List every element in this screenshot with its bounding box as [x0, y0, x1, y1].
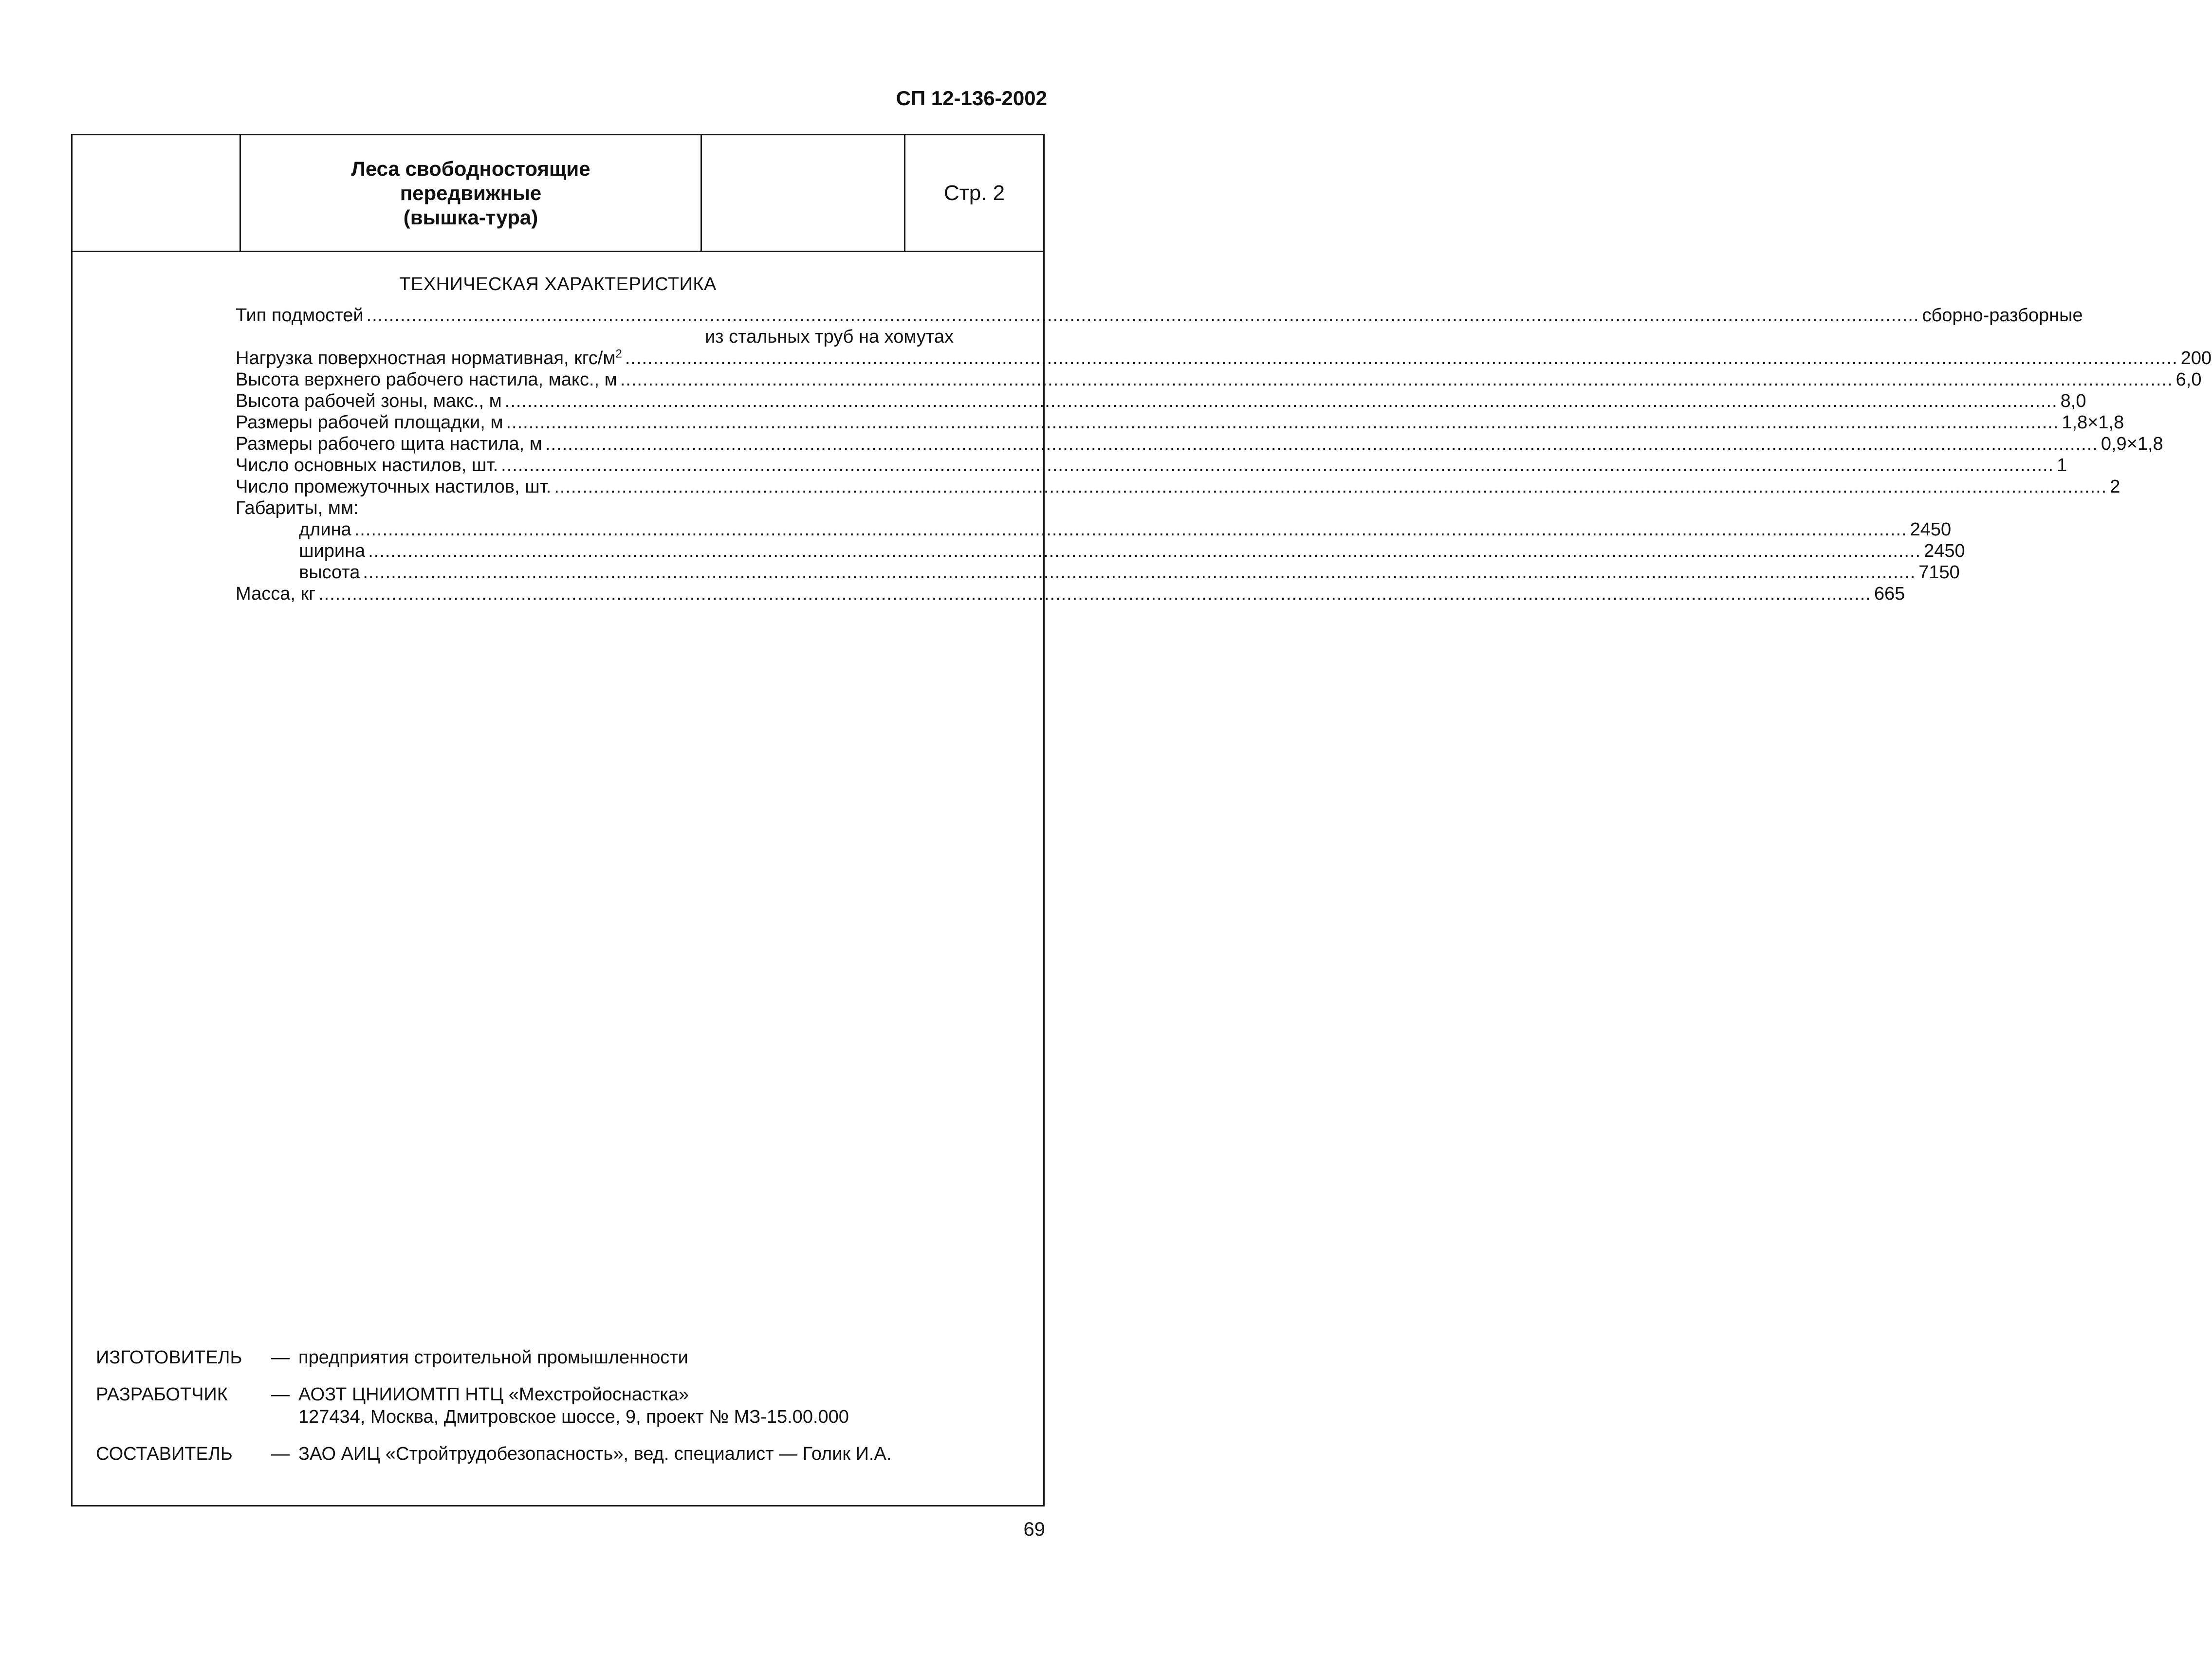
spec-label: длина [299, 519, 351, 540]
spec-label: Размеры рабочей площадки, м [236, 412, 503, 433]
credit-text [298, 1383, 1021, 1428]
header-cell-empty-left [73, 135, 241, 251]
spec-row-work-zone-height [236, 390, 2086, 412]
spec-value: 7150 [1918, 562, 1960, 583]
header-page-cell [905, 135, 1043, 251]
spec-label: Число основных настилов, шт. [236, 455, 498, 476]
credit-role: РАЗРАБОТЧИК [96, 1384, 228, 1405]
spec-value: 6,0 [2175, 369, 2202, 390]
spec-value: 1 [2057, 455, 2067, 476]
spec-row-top-deck-height [236, 369, 2202, 390]
spec-label: Высота верхнего рабочего настила, макс., м [236, 369, 617, 390]
spec-row-load [236, 347, 2212, 369]
spec-row-type [236, 305, 2083, 326]
leader-dots: .................................................................................................................................................................................................................................................................................... [545, 434, 2098, 454]
leader-dots: .................................................................................................................................................................................................................................................................................... [363, 562, 1916, 583]
credit-dash: — [271, 1347, 290, 1368]
spec-value: 665 [1874, 584, 1905, 604]
leader-dots: .................................................................................................................................................................................................................................................................................... [554, 477, 2107, 497]
sheet-title-line: передвижные [400, 181, 542, 204]
spec-label: Высота рабочей зоны, макс., м [236, 391, 502, 411]
spec-row-height [236, 562, 1960, 583]
leader-dots: .................................................................................................................................................................................................................................................................................... [366, 305, 1919, 326]
spec-label: высота [299, 562, 360, 583]
credit-role: СОСТАВИТЕЛЬ [96, 1444, 233, 1464]
credit-compiler [96, 1443, 1021, 1465]
header-table [73, 135, 1043, 252]
section-title: ТЕХНИЧЕСКАЯ ХАРАКТЕРИСТИКА [399, 274, 717, 294]
leader-dots: .................................................................................................................................................................................................................................................................................... [368, 541, 1921, 561]
sheet-title-line: Леса свободностоящие [351, 157, 590, 180]
spec-label: Размеры рабочего щита настила, м [236, 434, 542, 454]
spec-label [236, 348, 622, 369]
unit-superscript: 2 [615, 347, 622, 361]
spec-label: Тип подмостей [236, 305, 364, 326]
leader-dots: .................................................................................................................................................................................................................................................................................... [506, 412, 2059, 433]
spec-value-continuation: из стальных труб на хомутах [704, 327, 954, 347]
credit-developer [96, 1383, 1021, 1428]
spec-value: 0,9×1,8 [2101, 434, 2163, 454]
credit-text: ЗАО АИЦ «Стройтрудобезопасность», вед. специалист — Голик И.А. [298, 1444, 892, 1464]
leader-dots: .................................................................................................................................................................................................................................................................................... [504, 391, 2058, 411]
spec-row-shield-size [236, 433, 2163, 455]
spec-value: 1,8×1,8 [2062, 412, 2124, 433]
page-number: 69 [1023, 1519, 1045, 1540]
credit-manufacturer [96, 1346, 1021, 1369]
spec-value: 200 [2180, 348, 2212, 368]
spec-row-dimensions-heading [236, 497, 954, 519]
spec-row-mass [236, 583, 1905, 605]
spec-label: ширина [299, 541, 366, 561]
credit-dash: — [271, 1384, 290, 1405]
spec-value: 2450 [1924, 541, 1965, 561]
credit-text: предприятия строительной промышленности [298, 1347, 688, 1368]
spec-label-text: Нагрузка поверхностная нормативная, кгс/м [236, 348, 616, 368]
leader-dots: .................................................................................................................................................................................................................................................................................... [501, 455, 2054, 476]
header-cell-empty-right [702, 135, 905, 251]
sheet-title-line: (вышка-тура) [403, 205, 538, 229]
credits-block [96, 1346, 1021, 1465]
leader-dots: .................................................................................................................................................................................................................................................................................... [625, 348, 2178, 368]
leader-dots: .................................................................................................................................................................................................................................................................................... [620, 369, 2173, 390]
header-title-cell [241, 135, 702, 251]
spec-value: сборно-разборные [1922, 305, 2083, 326]
spec-row-intermediate-decks [236, 476, 2120, 497]
leader-dots: .................................................................................................................................................................................................................................................................................... [354, 519, 1907, 540]
spec-value: 8,0 [2060, 391, 2086, 411]
spec-row-main-decks [236, 455, 2067, 476]
spec-row-width [236, 540, 1965, 562]
sheet-title [351, 157, 590, 230]
spec-label: Масса, кг [236, 584, 315, 604]
spec-value: 2 [2110, 477, 2120, 497]
document-code: СП 12-136-2002 [896, 87, 1047, 110]
credit-role: ИЗГОТОВИТЕЛЬ [96, 1347, 242, 1368]
spec-list [236, 305, 2212, 605]
credit-text-line: АОЗТ ЦНИИОМТП НТЦ «Мехстройоснастка» [298, 1384, 689, 1405]
credit-text-line: 127434, Москва, Дмитровское шоссе, 9, проект № МЗ-15.00.000 [298, 1407, 849, 1427]
spec-label: Габариты, мм: [236, 498, 359, 518]
leader-dots: .................................................................................................................................................................................................................................................................................... [318, 584, 1871, 604]
spec-row-length [236, 519, 1952, 540]
spec-label: Число промежуточных настилов, шт. [236, 477, 552, 497]
sheet-page-ref: Стр. 2 [943, 181, 1005, 205]
credit-dash: — [271, 1444, 290, 1464]
spec-value: 2450 [1910, 519, 1952, 540]
spec-row-platform-size [236, 412, 2124, 433]
page-frame [71, 134, 2212, 1506]
